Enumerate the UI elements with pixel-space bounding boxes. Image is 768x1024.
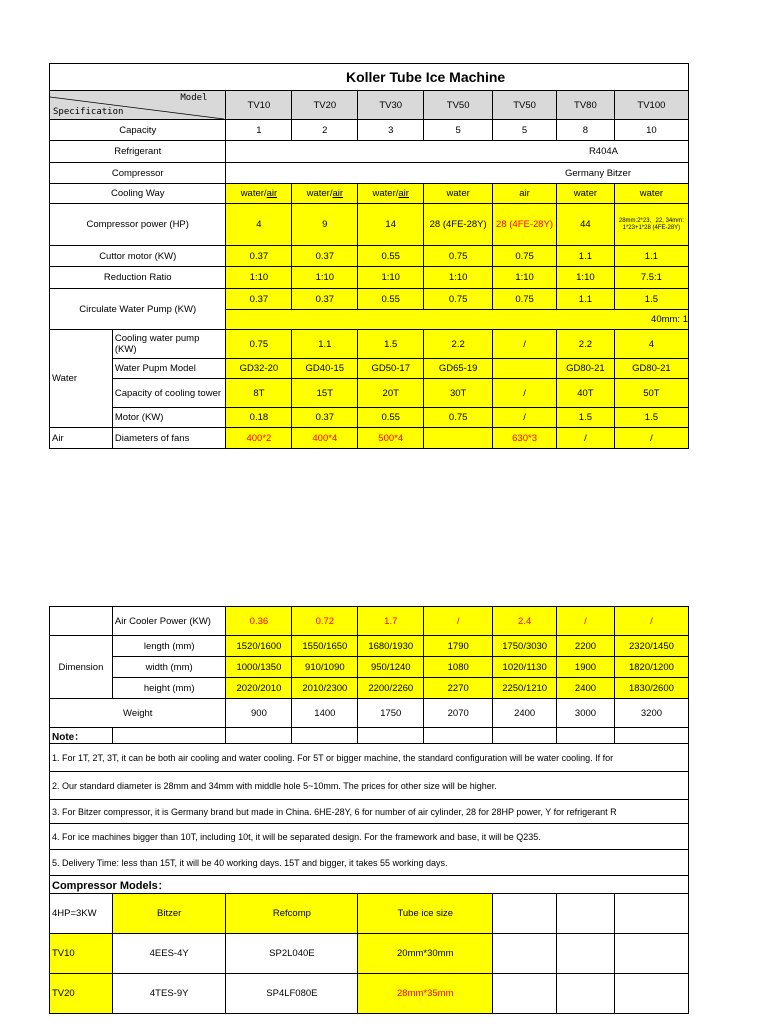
cell: 2320/1450 bbox=[614, 636, 688, 657]
cell: 3200 bbox=[614, 699, 688, 728]
cell: 0.36 bbox=[226, 607, 292, 636]
note-label: Note： bbox=[50, 728, 113, 744]
row-label: Diameters of fans bbox=[112, 428, 226, 449]
note-4: 4. For ice machines bigger than 10T, including 10t, it will be separated design. For the framework and base, it will be Q235. bbox=[50, 824, 689, 850]
cell: 1.5 bbox=[557, 408, 615, 428]
cell: 1830/2600 bbox=[614, 678, 688, 699]
cell: 950/1240 bbox=[358, 657, 424, 678]
cell: 20T bbox=[358, 379, 424, 408]
row-label: Reduction Ratio bbox=[50, 267, 226, 289]
cell: 1900 bbox=[557, 657, 615, 678]
cell: 28 (4FE-28Y) bbox=[424, 204, 493, 246]
compressor-power-row bbox=[50, 204, 689, 246]
cell: 0.37 bbox=[292, 246, 358, 267]
weight-row bbox=[50, 699, 689, 728]
col-header: Tube ice size bbox=[358, 894, 493, 934]
row-label: height (mm) bbox=[112, 678, 226, 699]
cell: 5 bbox=[493, 120, 557, 141]
cell: 0.75 bbox=[493, 289, 557, 310]
cell: GD80-21 bbox=[557, 359, 615, 379]
cell: 1750 bbox=[358, 699, 424, 728]
cell: 2010/2300 bbox=[292, 678, 358, 699]
cell: 1550/1650 bbox=[292, 636, 358, 657]
cooling-air: air bbox=[332, 188, 344, 199]
cell bbox=[226, 184, 292, 204]
row-label: Weight bbox=[50, 699, 226, 728]
row-label: Air Cooler Power (KW) bbox=[112, 607, 226, 636]
cell: 1.1 bbox=[292, 330, 358, 359]
cell: 1.5 bbox=[358, 330, 424, 359]
cell: / bbox=[614, 607, 688, 636]
cell: 2250/1210 bbox=[493, 678, 557, 699]
cell bbox=[424, 428, 493, 449]
cell: 28mm*35mm bbox=[358, 974, 493, 1014]
cell: 1000/1350 bbox=[226, 657, 292, 678]
cell: 7.5:1 bbox=[614, 267, 688, 289]
cell: 0.55 bbox=[358, 408, 424, 428]
circulate-pump-row bbox=[50, 289, 689, 310]
cell: 14 bbox=[358, 204, 424, 246]
cell: 20mm*30mm bbox=[358, 934, 493, 974]
fans-row bbox=[50, 428, 689, 449]
water-group-label: Water bbox=[50, 330, 113, 428]
cell: 1:10 bbox=[358, 267, 424, 289]
cell: 3000 bbox=[557, 699, 615, 728]
row-label: Capacity bbox=[50, 120, 226, 141]
cell: water bbox=[424, 184, 493, 204]
cell: 1750/3030 bbox=[493, 636, 557, 657]
cell: 2.2 bbox=[424, 330, 493, 359]
cell: 40mm: 1 bbox=[226, 310, 689, 330]
cell: 0.37 bbox=[292, 289, 358, 310]
cell: / bbox=[424, 607, 493, 636]
note-row bbox=[50, 800, 689, 824]
row-label: Cooling water pump (KW) bbox=[112, 330, 226, 359]
cell: 1680/1930 bbox=[358, 636, 424, 657]
cell: R404A bbox=[226, 141, 689, 163]
cell: 400*2 bbox=[226, 428, 292, 449]
row-label: Motor (KW) bbox=[112, 408, 226, 428]
row-label: Cooling Way bbox=[50, 184, 226, 204]
row-label: Refrigerant bbox=[50, 141, 226, 163]
cell: 0.75 bbox=[424, 289, 493, 310]
table-title: Koller Tube Ice Machine bbox=[226, 64, 689, 91]
row-label: Circulate Water Pump (KW) bbox=[50, 289, 226, 330]
model-name: TV50 bbox=[493, 91, 557, 120]
cooling-air: air bbox=[398, 188, 409, 199]
cell: water bbox=[557, 184, 615, 204]
cell: 400*4 bbox=[292, 428, 358, 449]
cell: SP4LF080E bbox=[226, 974, 358, 1014]
cell bbox=[358, 184, 424, 204]
note-3: 3. For Bitzer compressor, it is Germany brand but made in China. 6HE-28Y, 6 for number of air cylinder, 28 for 28HP power, Y for refrigerant R bbox=[50, 800, 689, 824]
cell: 0.72 bbox=[292, 607, 358, 636]
air-cooler-row bbox=[50, 607, 689, 636]
model-name: TV20 bbox=[292, 91, 358, 120]
cell: 5 bbox=[424, 120, 493, 141]
dimension-table bbox=[49, 606, 689, 1014]
cell: 0.37 bbox=[226, 246, 292, 267]
compressor-models-label: Compressor Models： bbox=[50, 876, 689, 894]
cell: 1:10 bbox=[226, 267, 292, 289]
cell: 2270 bbox=[424, 678, 493, 699]
cell: 1400 bbox=[292, 699, 358, 728]
cooling-water: water/ bbox=[240, 188, 267, 199]
model-name: TV10 bbox=[50, 934, 113, 974]
col-header: Refcomp bbox=[226, 894, 358, 934]
motor-row bbox=[50, 408, 689, 428]
cell: 1:10 bbox=[557, 267, 615, 289]
note-row bbox=[50, 850, 689, 876]
cell: 1.5 bbox=[614, 408, 688, 428]
cell: 1.5 bbox=[614, 289, 688, 310]
title-row bbox=[50, 64, 689, 91]
compressor-model-row bbox=[50, 934, 689, 974]
dimension-label: Dimension bbox=[50, 636, 113, 699]
note-row bbox=[50, 772, 689, 800]
model-label: Model bbox=[180, 93, 208, 103]
cell bbox=[292, 184, 358, 204]
cooling-tower-row bbox=[50, 379, 689, 408]
cell: 1 bbox=[226, 120, 292, 141]
cell: 2200/2260 bbox=[358, 678, 424, 699]
compressor-models-header-row bbox=[50, 894, 689, 934]
header-row bbox=[50, 91, 689, 120]
cell: 910/1090 bbox=[292, 657, 358, 678]
cell: 1.7 bbox=[358, 607, 424, 636]
row-label: Compressor bbox=[50, 163, 226, 184]
cell: / bbox=[493, 408, 557, 428]
row-label: width (mm) bbox=[112, 657, 226, 678]
cell: water bbox=[614, 184, 688, 204]
spec-table bbox=[49, 63, 689, 449]
cell: GD32-20 bbox=[226, 359, 292, 379]
cell: SP2L040E bbox=[226, 934, 358, 974]
cell: 1520/1600 bbox=[226, 636, 292, 657]
row-label: Capacity of cooling tower bbox=[112, 379, 226, 408]
cell: GD50-17 bbox=[358, 359, 424, 379]
cell: 0.18 bbox=[226, 408, 292, 428]
cell: 2.2 bbox=[557, 330, 615, 359]
cell: 2020/2010 bbox=[226, 678, 292, 699]
cell: 2400 bbox=[493, 699, 557, 728]
cell: 2.4 bbox=[493, 607, 557, 636]
row-label: length (mm) bbox=[112, 636, 226, 657]
cell: 0.55 bbox=[358, 289, 424, 310]
cell: 4EES-4Y bbox=[112, 934, 226, 974]
cell: 2200 bbox=[557, 636, 615, 657]
row-label: Cuttor motor (KW) bbox=[50, 246, 226, 267]
cell: 3 bbox=[358, 120, 424, 141]
cell: 28 (4FE-28Y) bbox=[493, 204, 557, 246]
cutter-motor-row bbox=[50, 246, 689, 267]
pump-model-row bbox=[50, 359, 689, 379]
length-row bbox=[50, 636, 689, 657]
compressor-row bbox=[50, 163, 689, 184]
air-group-label: Air bbox=[50, 428, 113, 449]
cooling-air: air bbox=[266, 188, 278, 199]
cell: 630*3 bbox=[493, 428, 557, 449]
cooling-water: water/ bbox=[372, 188, 399, 199]
cell: 15T bbox=[292, 379, 358, 408]
cell: 0.37 bbox=[226, 289, 292, 310]
model-name: TV80 bbox=[557, 91, 615, 120]
cell: 1790 bbox=[424, 636, 493, 657]
cell: GD65-19 bbox=[424, 359, 493, 379]
note-5: 5. Delivery Time: less than 15T, it will be 40 working days. 15T and bigger, it takes 55 working days. bbox=[50, 850, 689, 876]
cell: / bbox=[557, 428, 615, 449]
cell: 1:10 bbox=[493, 267, 557, 289]
cell: 10 bbox=[614, 120, 688, 141]
width-row bbox=[50, 657, 689, 678]
note-header-row bbox=[50, 728, 689, 744]
cell: 1080 bbox=[424, 657, 493, 678]
cell: 2070 bbox=[424, 699, 493, 728]
cooling-way-row bbox=[50, 184, 689, 204]
model-name: TV10 bbox=[226, 91, 292, 120]
cell: 0.75 bbox=[226, 330, 292, 359]
cell: 900 bbox=[226, 699, 292, 728]
capacity-row bbox=[50, 120, 689, 141]
cell: 50T bbox=[614, 379, 688, 408]
cell: 4 bbox=[226, 204, 292, 246]
cooling-water: water/ bbox=[306, 188, 333, 199]
cell: 8 bbox=[557, 120, 615, 141]
note-2: 2. Our standard diameter is 28mm and 34mm with middle hole 5~10mm. The prices for other size will be higher. bbox=[50, 772, 689, 800]
cell bbox=[493, 359, 557, 379]
cell: GD80-21 bbox=[614, 359, 688, 379]
cell: 4 bbox=[614, 330, 688, 359]
cell: 28mm:2*23、22, 34mm: 1*23+1*28 (4FE-28Y) bbox=[614, 204, 688, 246]
note-1: 1. For 1T, 2T, 3T, it can be both air cooling and water cooling. For 5T or bigger machine, the standard configuration will be water cooling. If for bbox=[50, 744, 689, 772]
model-name: TV20 bbox=[50, 974, 113, 1014]
cell: / bbox=[493, 330, 557, 359]
cell: 1.1 bbox=[557, 289, 615, 310]
compressor-model-row bbox=[50, 974, 689, 1014]
cell: 1020/1130 bbox=[493, 657, 557, 678]
refrigerant-row bbox=[50, 141, 689, 163]
cell: 1820/1200 bbox=[614, 657, 688, 678]
cell: air bbox=[493, 184, 557, 204]
cell: 0.75 bbox=[424, 408, 493, 428]
model-name: TV100 bbox=[614, 91, 688, 120]
model-name: TV30 bbox=[358, 91, 424, 120]
model-name: TV50 bbox=[424, 91, 493, 120]
cell: 0.75 bbox=[493, 246, 557, 267]
col-header: Bitzer bbox=[112, 894, 226, 934]
row-label: Water Pupm Model bbox=[112, 359, 226, 379]
cell: 1:10 bbox=[292, 267, 358, 289]
model-spec-header bbox=[50, 91, 226, 120]
cell: 30T bbox=[424, 379, 493, 408]
cooling-pump-row bbox=[50, 330, 689, 359]
cell: Germany Bitzer bbox=[226, 163, 689, 184]
compressor-models-label-row bbox=[50, 876, 689, 894]
cell: 0.75 bbox=[424, 246, 493, 267]
cell: 40T bbox=[557, 379, 615, 408]
hp-note: 4HP=3KW bbox=[50, 894, 113, 934]
cell: 2 bbox=[292, 120, 358, 141]
row-label: Compressor power (HP) bbox=[50, 204, 226, 246]
cell: 8T bbox=[226, 379, 292, 408]
cell: 1:10 bbox=[424, 267, 493, 289]
cell: 0.55 bbox=[358, 246, 424, 267]
cell: / bbox=[557, 607, 615, 636]
cell: 1.1 bbox=[614, 246, 688, 267]
height-row bbox=[50, 678, 689, 699]
cell: 9 bbox=[292, 204, 358, 246]
cell: / bbox=[493, 379, 557, 408]
cell: / bbox=[614, 428, 688, 449]
cell: GD40-15 bbox=[292, 359, 358, 379]
cell: 44 bbox=[557, 204, 615, 246]
cell: 4TES-9Y bbox=[112, 974, 226, 1014]
cell: 1.1 bbox=[557, 246, 615, 267]
cell: 2400 bbox=[557, 678, 615, 699]
reduction-ratio-row bbox=[50, 267, 689, 289]
cell: 0.37 bbox=[292, 408, 358, 428]
cell: 500*4 bbox=[358, 428, 424, 449]
note-row bbox=[50, 744, 689, 772]
specification-label: Specification bbox=[53, 107, 124, 117]
note-row bbox=[50, 824, 689, 850]
